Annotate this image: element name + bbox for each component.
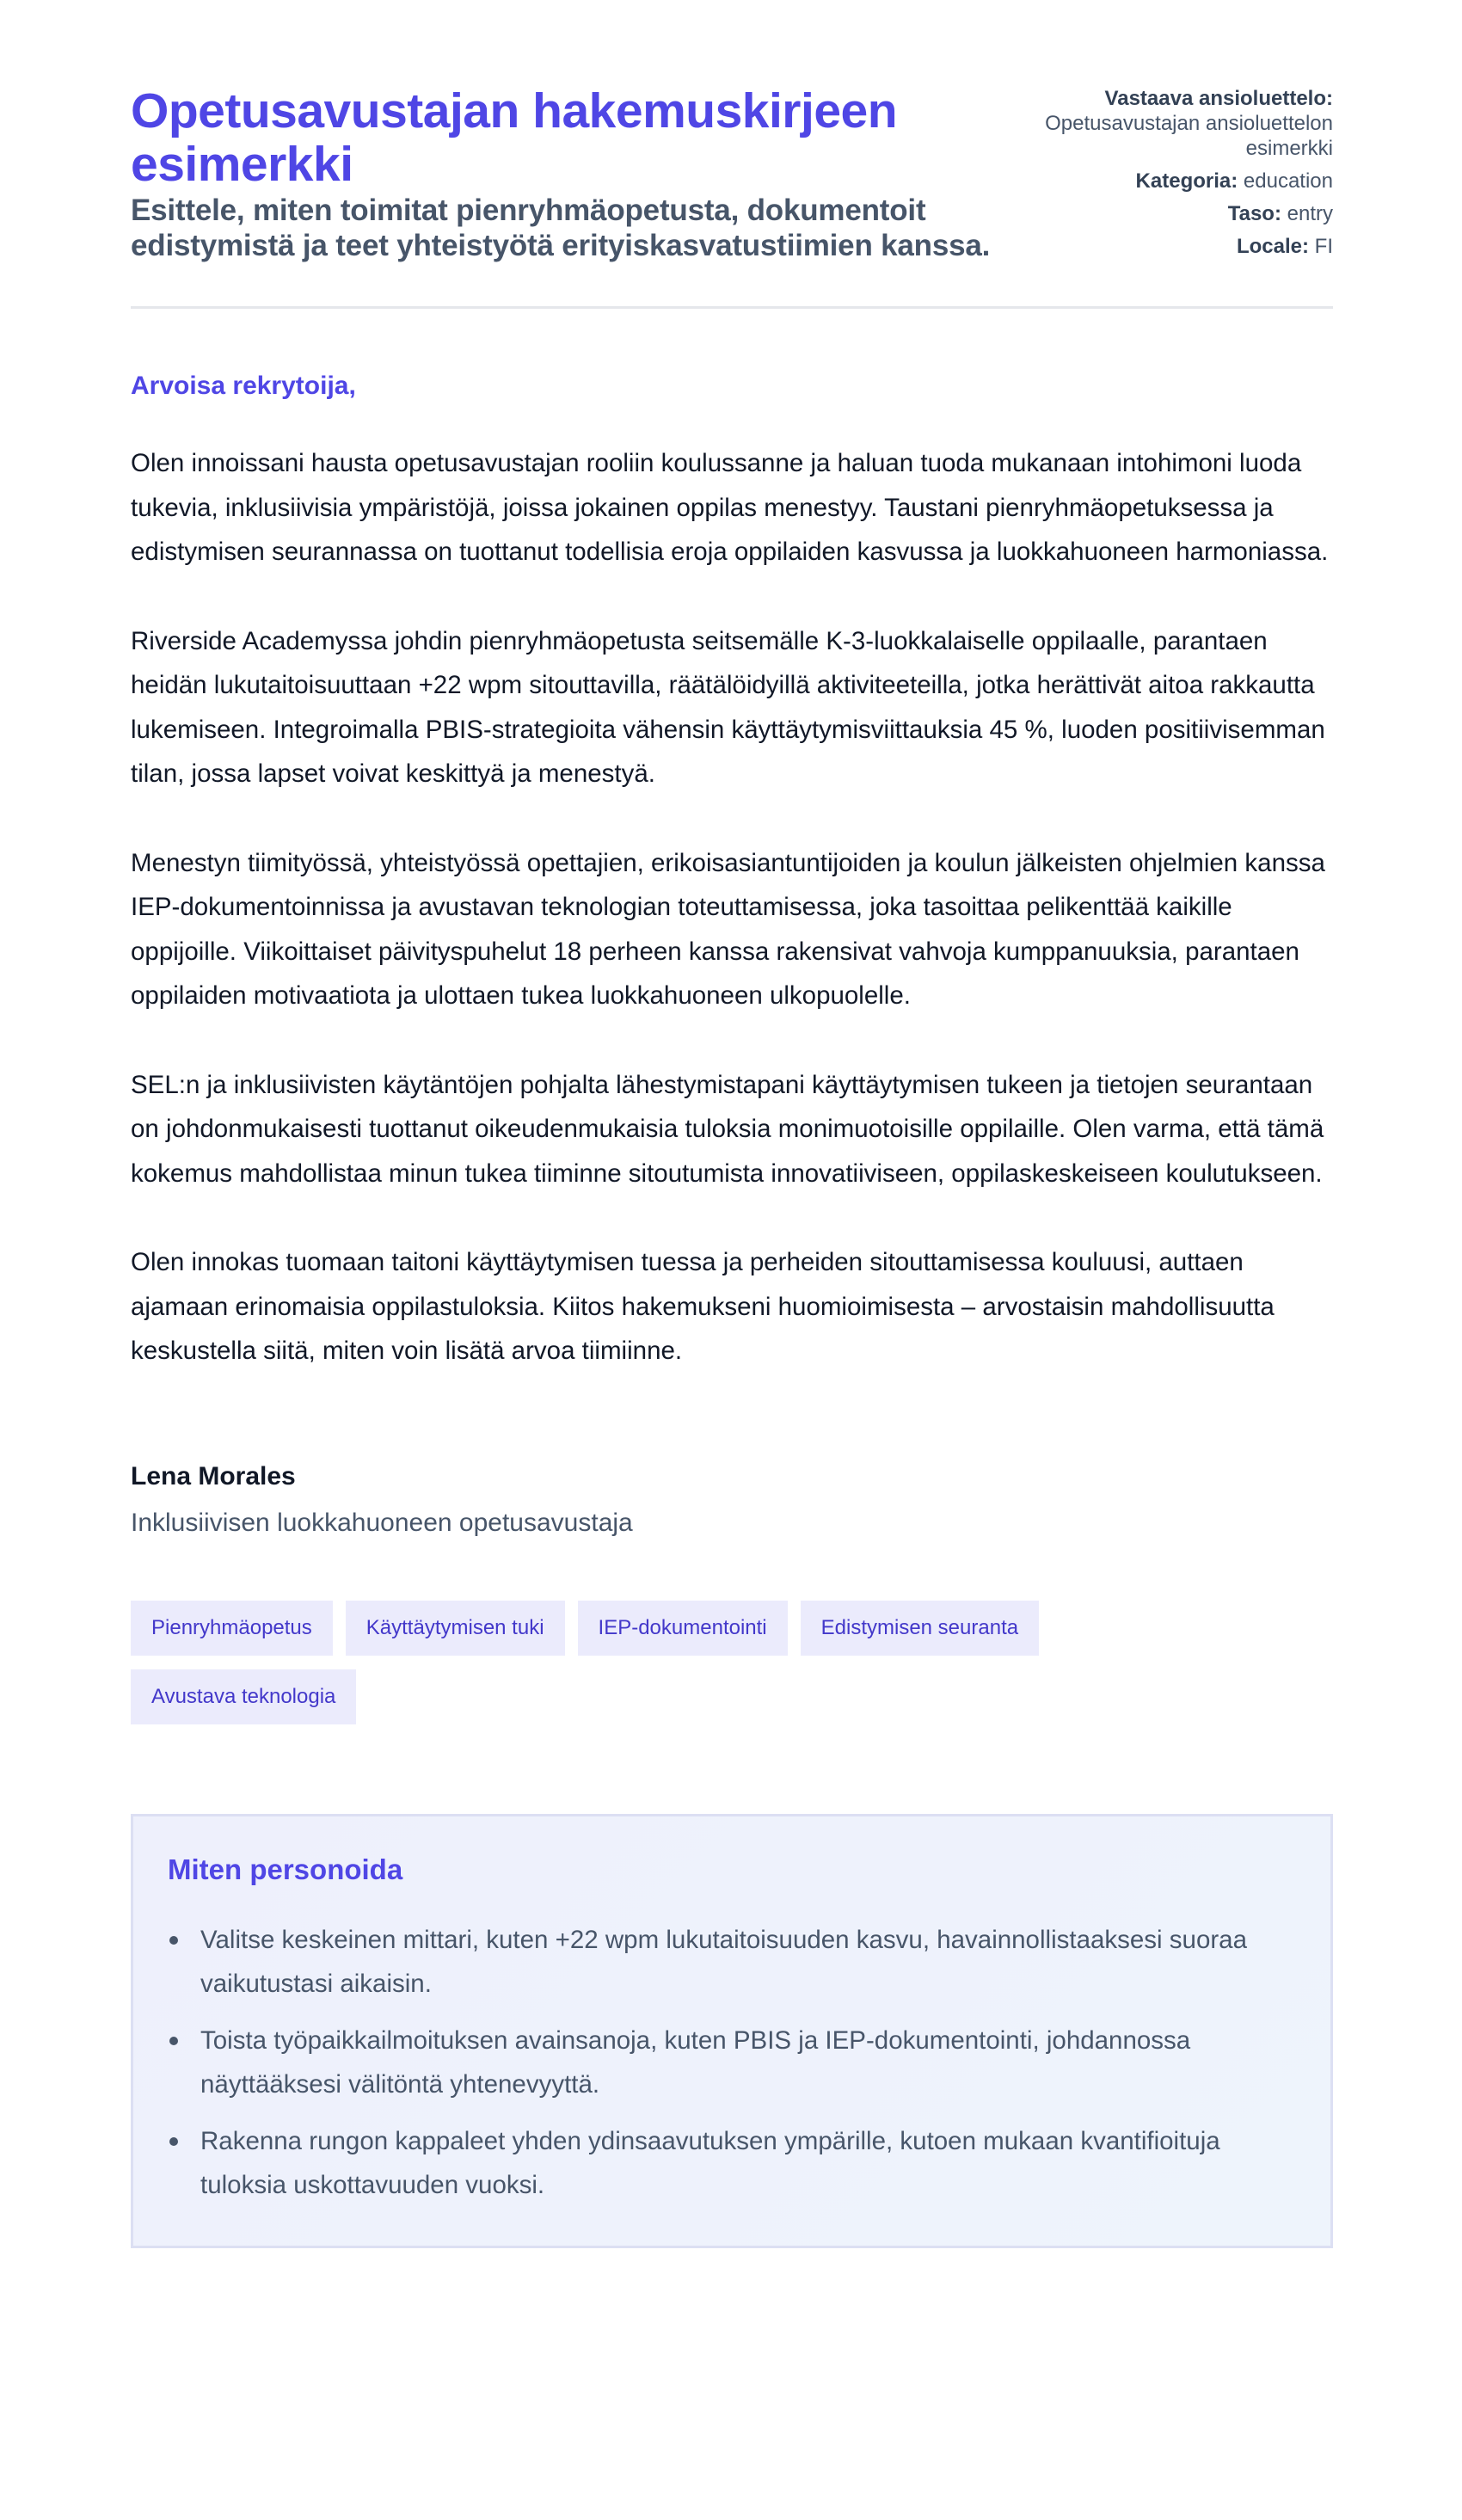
meta-panel — [1006, 84, 1333, 267]
meta-key: Kategoria: — [1135, 169, 1238, 193]
tips-list — [168, 1918, 1296, 2208]
signature-name: Lena Morales — [131, 1461, 296, 1490]
personalization-tips — [131, 1814, 1333, 2248]
letter-paragraph-3: Menestyn tiimityössä, yhteistyössä opettajien, erikoisasiantuntijoiden ja koulun jälkeisten ohjelmien kanssa IEP-dokumentoinnissa ja avustavan teknologian toteuttamisessa, joka tasoittaa pelikenttää kaikille oppijoille. Viikoittaiset päivityspuhelut 18 perheen kanssa rakensivat vahvoja kumppanuuksia, parantaen oppilaiden motivaatiota ja ulottaen tukea luokkahuoneen ulkopuolelle. — [131, 848, 1325, 1010]
meta-key: Taso: — [1227, 202, 1281, 225]
signature-role: Inklusiivisen luokkahuoneen opetusavustaja — [131, 1508, 633, 1537]
meta-related-resume — [1006, 86, 1333, 161]
meta-key: Vastaava ansioluettelo: — [1104, 87, 1333, 110]
bullet-icon — [169, 2037, 178, 2045]
tag-progress-monitoring[interactable]: Edistymisen seuranta — [801, 1601, 1039, 1656]
tips-title: Miten personoida — [168, 1853, 403, 1885]
page-header — [131, 84, 1333, 309]
letter-paragraph-2: Riverside Academyssa johdin pienryhmäopetusta seitsemälle K-3-luokkalaiselle oppilaalle, parantaen heidän lukutaitoisuuttaan +22 wpm sitouttavilla, räätälöidyillä aktiviteeteilla, jotka herättivät aitoa rakkautta lukemiseen. Integroimalla PBIS-strategioita vähensin käyttäytymisviittauksia 45 %, luoden positiivisemman tilan, jossa lapset voivat keskittyä ja menestyä. — [131, 626, 1325, 788]
title-block — [131, 84, 999, 263]
tag-small-group-instruction[interactable]: Pienryhmäopetus — [131, 1601, 333, 1656]
tag-iep-documentation[interactable]: IEP-dokumentointi — [578, 1601, 788, 1656]
bullet-icon — [169, 1936, 178, 1945]
tip-text: Toista työpaikkailmoituksen avainsanoja, kuten PBIS ja IEP-dokumentointi, johdannossa näyttääksesi välitöntä yhtenevyyttä. — [200, 2025, 1191, 2099]
skill-tags — [131, 1601, 1077, 1724]
tip-item — [168, 2119, 1286, 2208]
page-title: Opetusavustajan hakemuskirjeen esimerkki — [131, 83, 898, 192]
letter-paragraph-4: SEL:n ja inklusiivisten käytäntöjen pohjalta lähestymistapani käyttäytymisen tukeen ja tietojen seurantaan on johdonmukaisesti tuottanut oikeudenmukaisia tuloksia monimuotoisille oppilaille. Olen varma, että tämä kokemus mahdollistaa minun tukea tiiminne sitoutumista innovatiiviseen, oppilaskeskeiseen koulutukseen. — [131, 1070, 1324, 1188]
bullet-icon — [169, 2137, 178, 2146]
meta-level — [1006, 201, 1333, 226]
meta-key: Locale: — [1236, 235, 1309, 258]
meta-value-locale: FI — [1314, 235, 1333, 258]
meta-value-related-resume[interactable]: Opetusavustajan ansioluettelon esimerkki — [1045, 112, 1333, 160]
meta-value-category: education — [1243, 169, 1333, 193]
signature-block — [131, 1460, 1333, 1540]
meta-value-level: entry — [1287, 202, 1333, 225]
letter-paragraph-1: Olen innoissani hausta opetusavustajan rooliin koulussanne ja haluan tuoda mukanaan intohimoni luoda tukevia, inklusiivisia ympäristöjä, joissa jokainen oppilas menestyy. Taustani pienryhmäopetuksessa ja edistymisen seurannassa on tuottanut todellisia eroja oppilaiden kasvussa ja luokkahuoneen harmoniassa. — [131, 449, 1329, 566]
tip-item — [168, 1918, 1286, 2007]
tip-text: Rakenna rungon kappaleet yhden ydinsaavutuksen ympärille, kutoen mukaan kvantifioituja tuloksia uskottavuuden vuoksi. — [200, 2126, 1220, 2199]
letter-paragraph-5: Olen innokas tuomaan taitoni käyttäytymisen tuessa ja perheiden sitouttamisessa kouluusi, auttaen ajamaan erinomaisia oppilastuloksia. Kiitos hakemukseni huomioimisesta – arvostaisin mahdollisuutta keskustella siitä, miten voin lisätä arvoa tiimiinne. — [131, 1248, 1275, 1365]
tip-item — [168, 2019, 1286, 2107]
tag-behavior-support[interactable]: Käyttäytymisen tuki — [346, 1601, 565, 1656]
letter-greeting: Arvoisa rekrytoija, — [131, 372, 356, 400]
page-subtitle: Esittele, miten toimitat pienryhmäopetusta, dokumentoit edistymistä ja teet yhteistyötä erityiskasvatustiimien kanssa. — [131, 194, 991, 262]
tip-text: Valitse keskeinen mittari, kuten +22 wpm lukutaitoisuuden kasvu, havainnollistaaksesi suoraa vaikutustasi aikaisin. — [200, 1925, 1247, 1998]
tag-assistive-technology[interactable]: Avustava teknologia — [131, 1669, 356, 1724]
meta-category — [1006, 169, 1333, 194]
meta-locale — [1006, 234, 1333, 259]
cover-letter — [131, 309, 1333, 2248]
